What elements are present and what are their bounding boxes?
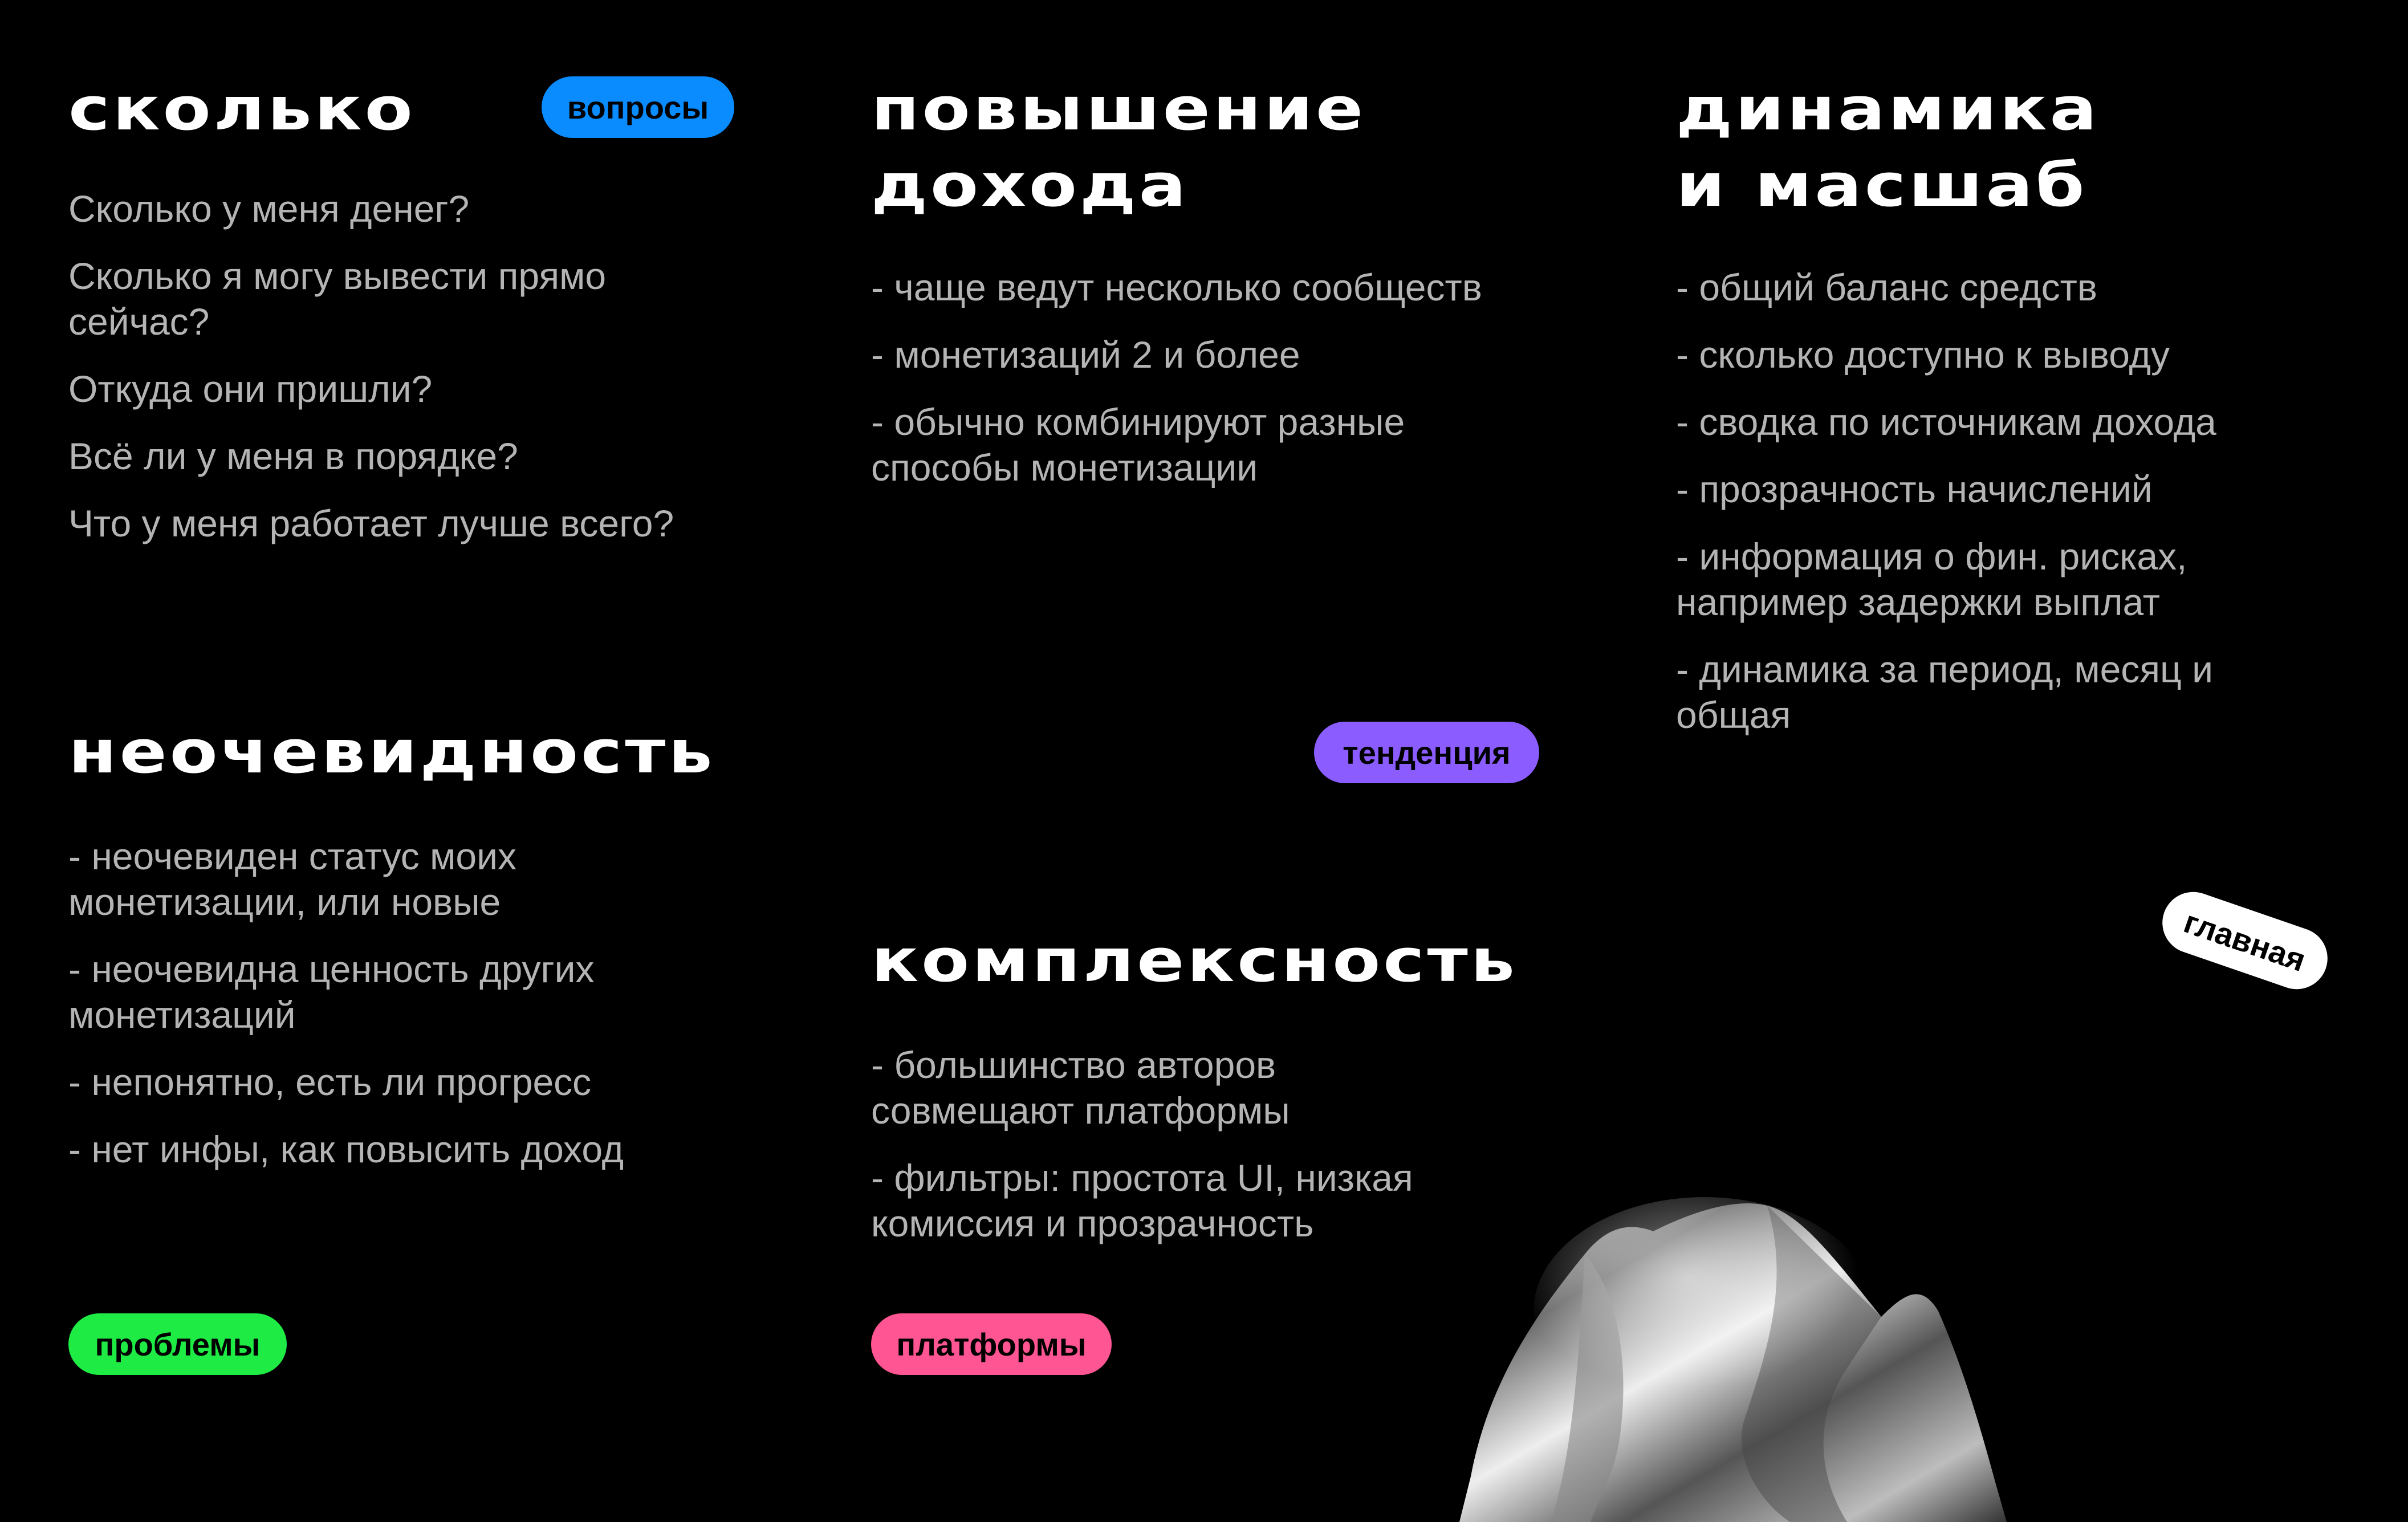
heading-income — [871, 71, 1366, 223]
platforms-list — [871, 1042, 1498, 1268]
heading-income-line1: повышение — [871, 74, 1366, 144]
badge-questions: вопросы — [542, 76, 734, 138]
list-item: - фильтры: простота UI, низкая комиссия и прозрачность — [871, 1157, 1413, 1244]
heading-income-line2: дохода — [871, 150, 1189, 220]
badge-problems: проблемы — [68, 1313, 287, 1375]
list-item: Что у меня работает лучше всего? — [68, 502, 674, 544]
list-item: - информация о фин. рисках, например задержки выплат — [1676, 535, 2187, 623]
list-item: - общий баланс средств — [1676, 266, 2097, 308]
chrome-shape-image — [1448, 1180, 2235, 1522]
list-item: - большинство авторов совмещают платформы — [871, 1044, 1290, 1132]
list-item: Сколько у меня денег? — [68, 188, 470, 230]
heading-skolko: сколько — [68, 74, 416, 144]
badge-platforms: платформы — [871, 1313, 1112, 1375]
heading-unclear: неочевидность — [68, 717, 715, 787]
list-item: - сколько доступно к выводу — [1676, 333, 2170, 376]
list-item: Откуда они пришли? — [68, 368, 433, 410]
income-list — [871, 264, 1572, 512]
list-item: - монетизаций 2 и более — [871, 333, 1300, 376]
heading-dynamics-line2: и масшаб — [1676, 150, 2088, 220]
list-item: Сколько я могу вывести прямо сейчас? — [68, 255, 607, 343]
list-item: - прозрачность начислений — [1676, 468, 2153, 510]
list-item: - сводка по источникам дохода — [1676, 401, 2216, 443]
list-item: - динамика за период, месяц и общая — [1676, 648, 2214, 736]
list-item: Всё ли у меня в порядке? — [68, 435, 518, 477]
list-item: - неочевидна ценность других монетизаций — [68, 948, 595, 1036]
heading-dynamics — [1676, 71, 2100, 223]
badge-trend: тенденция — [1314, 722, 1539, 783]
dynamics-list — [1676, 264, 2303, 759]
list-item: - неочевиден статус моих монетизации, или новые — [68, 835, 517, 923]
heading-dynamics-line1: динамика — [1676, 74, 2100, 144]
list-item: - чаще ведут несколько сообществ — [871, 266, 1482, 308]
list-item: - нет инфы, как повысить доход — [68, 1128, 624, 1170]
questions-list — [68, 186, 730, 568]
badge-main: главная — [2154, 884, 2336, 998]
list-item: - обычно комбинируют разные способы монетизации — [871, 401, 1405, 489]
problems-list — [68, 833, 707, 1194]
heading-complex: комплексность — [871, 926, 1518, 995]
list-item: - непонятно, есть ли прогресс — [68, 1061, 592, 1103]
